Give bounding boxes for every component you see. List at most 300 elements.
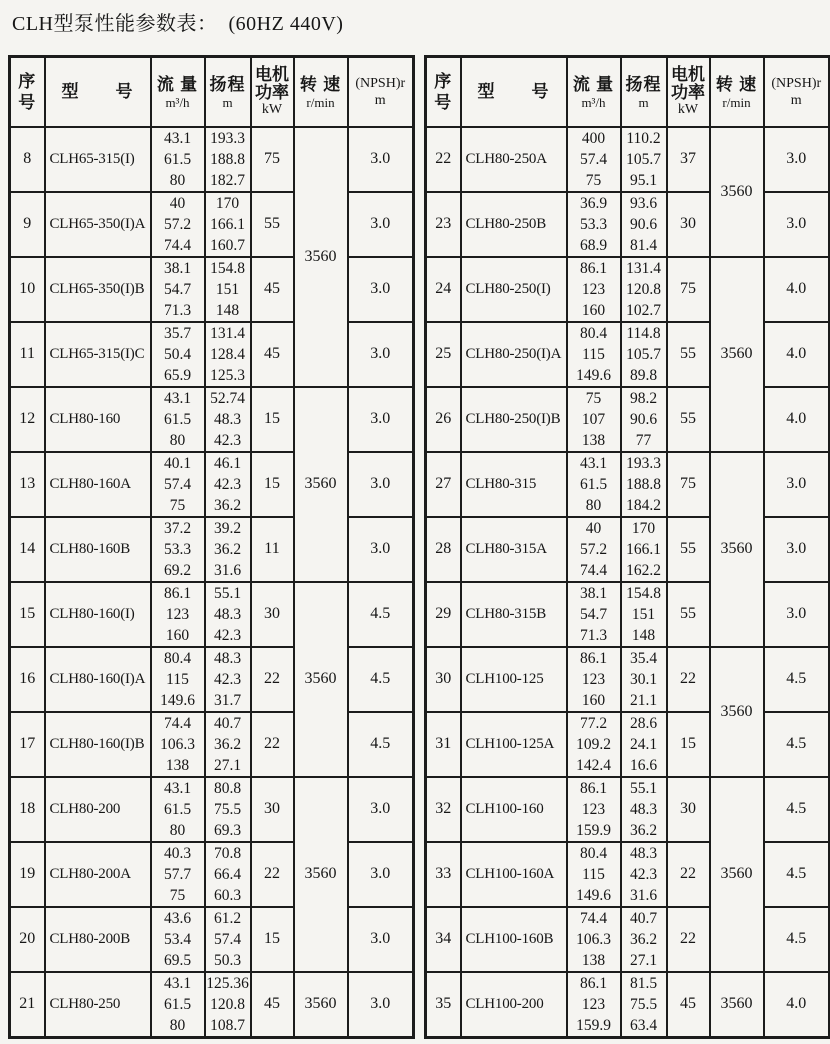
header-unit: m³/h — [165, 94, 190, 110]
head-cell — [621, 582, 667, 647]
flow-value: 80.4 — [579, 324, 608, 342]
header-unit: m — [790, 93, 802, 109]
head-value: 48.3 — [213, 649, 242, 667]
flow-value: 57.2 — [163, 215, 192, 233]
flow-cell — [567, 192, 621, 257]
head-value: 39.2 — [213, 519, 242, 537]
head-value: 166.1 — [210, 215, 245, 233]
serial-number-cell: 26 — [426, 387, 461, 452]
table-row — [426, 257, 830, 322]
head-cell — [621, 192, 667, 257]
flow-value: 74.4 — [579, 909, 608, 927]
serial-number-cell: 14 — [10, 517, 45, 582]
header-unit: m — [222, 94, 233, 110]
flow-value: 138 — [581, 431, 606, 449]
flow-cell — [151, 322, 205, 387]
npsh-cell: 4.5 — [348, 712, 414, 777]
flow-value: 160 — [165, 626, 190, 644]
head-value: 42.3 — [629, 865, 658, 883]
flow-value: 80 — [169, 821, 186, 839]
serial-number-cell: 16 — [10, 647, 45, 712]
flow-cell — [567, 127, 621, 192]
head-value: 89.8 — [629, 366, 658, 384]
head-value: 131.4 — [210, 324, 245, 342]
flow-value: 35.7 — [163, 324, 192, 342]
head-cell — [205, 452, 251, 517]
head-value: 105.7 — [626, 150, 661, 168]
head-value: 57.4 — [213, 930, 242, 948]
flow-cell — [151, 907, 205, 972]
serial-number-cell: 20 — [10, 907, 45, 972]
flow-value: 86.1 — [579, 779, 608, 797]
header-unit: r/min — [306, 94, 335, 110]
motor-power-cell: 22 — [667, 907, 710, 972]
head-cell — [621, 322, 667, 387]
head-value: 48.3 — [213, 605, 242, 623]
motor-power-cell: 55 — [667, 322, 710, 387]
head-value: 42.3 — [213, 670, 242, 688]
flow-value: 80 — [169, 1016, 186, 1034]
serial-number-cell: 23 — [426, 192, 461, 257]
header-label: 序 — [434, 71, 453, 91]
head-cell — [621, 972, 667, 1038]
serial-number-cell: 27 — [426, 452, 461, 517]
flow-value: 71.3 — [163, 301, 192, 319]
head-cell — [621, 387, 667, 452]
flow-value: 159.9 — [576, 821, 611, 839]
header-label: 电机 — [671, 65, 705, 85]
model-cell: CLH65-350(I)A — [45, 192, 151, 257]
header-label: 功率 — [255, 83, 289, 103]
npsh-cell: 3.0 — [348, 972, 414, 1038]
serial-number-cell: 11 — [10, 322, 45, 387]
head-value: 48.3 — [629, 800, 658, 818]
head-value: 148 — [215, 301, 240, 319]
flow-value: 80.4 — [163, 649, 192, 667]
npsh-cell: 3.0 — [764, 127, 830, 192]
model-cell: CLH100-125 — [461, 647, 567, 712]
npsh-cell: 4.0 — [764, 387, 830, 452]
head-value: 193.3 — [210, 129, 245, 147]
head-value: 31.7 — [213, 691, 242, 709]
npsh-cell: 3.0 — [348, 127, 414, 192]
head-value: 40.7 — [213, 714, 242, 732]
head-cell — [621, 842, 667, 907]
header-label: 型 号 — [61, 82, 134, 102]
serial-number-cell: 13 — [10, 452, 45, 517]
flow-value: 142.4 — [576, 756, 611, 774]
table-row — [426, 387, 830, 452]
head-value: 193.3 — [626, 454, 661, 472]
flow-value: 38.1 — [579, 584, 608, 602]
header-no — [426, 57, 461, 127]
npsh-cell: 3.0 — [348, 452, 414, 517]
npsh-cell: 4.5 — [764, 647, 830, 712]
speed-cell: 3560 — [294, 972, 348, 1038]
head-value: 182.7 — [210, 171, 245, 189]
table-row — [10, 257, 414, 322]
head-value: 75.5 — [629, 995, 658, 1013]
head-cell — [205, 842, 251, 907]
header-unit: kW — [677, 102, 699, 118]
table-row — [10, 712, 414, 777]
flow-value: 107 — [581, 410, 606, 428]
flow-cell — [567, 257, 621, 322]
flow-value: 43.1 — [163, 389, 192, 407]
head-value: 131.4 — [626, 259, 661, 277]
motor-power-cell: 30 — [667, 192, 710, 257]
speed-cell: 3560 — [710, 127, 764, 257]
model-cell: CLH80-250(I)B — [461, 387, 567, 452]
flow-value: 149.6 — [576, 886, 611, 904]
npsh-cell: 3.0 — [348, 907, 414, 972]
table-row — [10, 517, 414, 582]
head-value: 162.2 — [626, 561, 661, 579]
header-row — [10, 57, 414, 127]
flow-cell — [567, 452, 621, 517]
head-value: 63.4 — [629, 1016, 658, 1034]
flow-value: 160 — [581, 691, 606, 709]
flow-value: 40 — [169, 194, 186, 212]
table-row — [10, 777, 414, 842]
head-value: 114.8 — [626, 324, 661, 342]
flow-value: 80.4 — [579, 844, 608, 862]
table-row — [10, 452, 414, 517]
flow-value: 80 — [169, 431, 186, 449]
head-value: 27.1 — [213, 756, 242, 774]
flow-value: 80 — [585, 496, 602, 514]
flow-value: 61.5 — [163, 150, 192, 168]
head-cell — [205, 712, 251, 777]
model-cell: CLH65-350(I)B — [45, 257, 151, 322]
table-row — [10, 322, 414, 387]
flow-cell — [567, 322, 621, 387]
header-no — [10, 57, 45, 127]
header-row — [426, 57, 830, 127]
flow-value: 69.2 — [163, 561, 192, 579]
head-value: 16.6 — [629, 756, 658, 774]
npsh-cell: 4.0 — [764, 257, 830, 322]
flow-value: 40 — [585, 519, 602, 537]
table-row — [426, 647, 830, 712]
head-value: 42.3 — [213, 431, 242, 449]
head-value: 151 — [631, 605, 656, 623]
table-row — [10, 907, 414, 972]
page-title: CLH型泵性能参数表： (60HZ 440V) — [12, 13, 344, 35]
head-value: 125.36 — [206, 974, 249, 992]
header-unit: m — [374, 93, 386, 109]
header-unit: kW — [261, 102, 283, 118]
flow-value: 75 — [169, 496, 186, 514]
motor-power-cell: 55 — [667, 387, 710, 452]
head-value: 80.8 — [213, 779, 242, 797]
head-value: 66.4 — [213, 865, 242, 883]
header-npsh — [764, 57, 830, 127]
flow-value: 109.2 — [576, 735, 611, 753]
flow-value: 75 — [585, 171, 602, 189]
header-head — [621, 57, 667, 127]
serial-number-cell: 21 — [10, 972, 45, 1038]
npsh-cell: 4.5 — [764, 712, 830, 777]
head-value: 95.1 — [629, 171, 658, 189]
head-value: 35.4 — [629, 649, 658, 667]
serial-number-cell: 25 — [426, 322, 461, 387]
motor-power-cell: 75 — [251, 127, 294, 192]
motor-power-cell: 22 — [251, 712, 294, 777]
motor-power-cell: 45 — [251, 257, 294, 322]
flow-cell — [567, 907, 621, 972]
flow-value: 74.4 — [163, 714, 192, 732]
header-label: 号 — [18, 92, 37, 112]
head-value: 151 — [215, 280, 240, 298]
head-value: 108.7 — [210, 1016, 245, 1034]
model-cell: CLH80-315B — [461, 582, 567, 647]
model-cell: CLH100-160 — [461, 777, 567, 842]
table-row — [426, 452, 830, 517]
head-value: 60.3 — [213, 886, 242, 904]
head-cell — [621, 777, 667, 842]
head-value: 128.4 — [210, 345, 245, 363]
serial-number-cell: 9 — [10, 192, 45, 257]
table-row — [426, 972, 830, 1038]
flow-value: 36.9 — [579, 194, 608, 212]
head-value: 120.8 — [210, 995, 245, 1013]
model-cell: CLH80-200A — [45, 842, 151, 907]
flow-value: 40.3 — [163, 844, 192, 862]
head-value: 98.2 — [629, 389, 658, 407]
motor-power-cell: 11 — [251, 517, 294, 582]
table-row — [426, 712, 830, 777]
serial-number-cell: 22 — [426, 127, 461, 192]
header-unit: r/min — [722, 94, 751, 110]
serial-number-cell: 35 — [426, 972, 461, 1038]
header-model — [461, 57, 567, 127]
table-row — [10, 387, 414, 452]
head-value: 31.6 — [213, 561, 242, 579]
serial-number-cell: 15 — [10, 582, 45, 647]
flow-value: 57.4 — [579, 150, 608, 168]
header-flow — [567, 57, 621, 127]
head-value: 170 — [215, 194, 240, 212]
npsh-cell: 4.5 — [348, 647, 414, 712]
head-value: 90.6 — [629, 410, 658, 428]
head-value: 36.2 — [629, 821, 658, 839]
flow-value: 115 — [582, 865, 605, 883]
table-row — [426, 777, 830, 842]
motor-power-cell: 55 — [251, 192, 294, 257]
tables-container — [0, 55, 830, 1039]
speed-cell: 3560 — [710, 777, 764, 972]
header-label: 型 号 — [477, 82, 550, 102]
head-value: 27.1 — [629, 951, 658, 969]
flow-cell — [567, 777, 621, 842]
table-row — [426, 907, 830, 972]
flow-value: 57.7 — [163, 865, 192, 883]
header-label: 转 速 — [715, 74, 758, 94]
flow-value: 75 — [585, 389, 602, 407]
flow-value: 61.5 — [163, 995, 192, 1013]
table-row — [426, 517, 830, 582]
motor-power-cell: 15 — [251, 907, 294, 972]
head-value: 46.1 — [213, 454, 242, 472]
flow-value: 61.5 — [163, 800, 192, 818]
flow-value: 115 — [166, 670, 189, 688]
motor-power-cell: 30 — [251, 582, 294, 647]
head-value: 61.2 — [213, 909, 242, 927]
head-value: 81.4 — [629, 236, 658, 254]
serial-number-cell: 29 — [426, 582, 461, 647]
header-label: 号 — [434, 92, 453, 112]
motor-power-cell: 75 — [667, 257, 710, 322]
motor-power-cell: 30 — [251, 777, 294, 842]
npsh-cell: 3.0 — [348, 387, 414, 452]
head-value: 170 — [631, 519, 656, 537]
header-head — [205, 57, 251, 127]
flow-value: 123 — [581, 670, 606, 688]
model-cell: CLH80-250B — [461, 192, 567, 257]
head-value: 50.3 — [213, 951, 242, 969]
npsh-cell: 3.0 — [764, 192, 830, 257]
flow-value: 86.1 — [579, 649, 608, 667]
model-cell: CLH80-160 — [45, 387, 151, 452]
flow-value: 57.4 — [163, 475, 192, 493]
flow-cell — [151, 647, 205, 712]
table-row — [10, 647, 414, 712]
flow-cell — [567, 647, 621, 712]
flow-value: 123 — [581, 280, 606, 298]
head-cell — [205, 322, 251, 387]
npsh-cell: 4.5 — [764, 842, 830, 907]
flow-value: 43.6 — [163, 909, 192, 927]
head-value: 148 — [631, 626, 656, 644]
header-label: 转 速 — [299, 74, 342, 94]
head-value: 77 — [635, 431, 652, 449]
speed-cell: 3560 — [294, 387, 348, 582]
flow-value: 71.3 — [579, 626, 608, 644]
head-value: 125.3 — [210, 366, 245, 384]
flow-value: 53.3 — [163, 540, 192, 558]
flow-cell — [151, 387, 205, 452]
header-power — [251, 57, 294, 127]
flow-value: 69.5 — [163, 951, 192, 969]
table-row — [10, 842, 414, 907]
speed-cell: 3560 — [710, 257, 764, 452]
table-row — [10, 192, 414, 257]
header-label: 序 — [18, 71, 37, 91]
head-value: 21.1 — [629, 691, 658, 709]
head-value: 93.6 — [629, 194, 658, 212]
header-label: (NPSH)r — [771, 76, 822, 92]
flow-value: 61.5 — [579, 475, 608, 493]
flow-value: 106.3 — [160, 735, 195, 753]
serial-number-cell: 24 — [426, 257, 461, 322]
head-value: 166.1 — [626, 540, 661, 558]
table-row — [10, 972, 414, 1038]
flow-value: 43.1 — [163, 779, 192, 797]
head-value: 31.6 — [629, 886, 658, 904]
head-value: 55.1 — [629, 779, 658, 797]
npsh-cell: 3.0 — [348, 257, 414, 322]
npsh-cell: 3.0 — [348, 192, 414, 257]
head-value: 184.2 — [626, 496, 661, 514]
npsh-cell: 3.0 — [764, 517, 830, 582]
flow-value: 37.2 — [163, 519, 192, 537]
flow-value: 40.1 — [163, 454, 192, 472]
speed-cell: 3560 — [294, 582, 348, 777]
motor-power-cell: 22 — [251, 647, 294, 712]
speed-cell: 3560 — [710, 647, 764, 777]
motor-power-cell: 22 — [251, 842, 294, 907]
flow-value: 61.5 — [163, 410, 192, 428]
head-value: 105.7 — [626, 345, 661, 363]
header-label: 功率 — [671, 83, 705, 103]
flow-cell — [151, 582, 205, 647]
head-value: 42.3 — [213, 475, 242, 493]
npsh-cell: 3.0 — [348, 842, 414, 907]
flow-value: 38.1 — [163, 259, 192, 277]
model-cell: CLH80-250(I) — [461, 257, 567, 322]
head-value: 40.7 — [629, 909, 658, 927]
head-cell — [205, 972, 251, 1038]
motor-power-cell: 45 — [667, 972, 710, 1038]
serial-number-cell: 32 — [426, 777, 461, 842]
head-value: 24.1 — [629, 735, 658, 753]
head-cell — [205, 647, 251, 712]
serial-number-cell: 18 — [10, 777, 45, 842]
speed-cell: 3560 — [710, 972, 764, 1038]
pump-table-right — [424, 55, 830, 1039]
serial-number-cell: 31 — [426, 712, 461, 777]
table-row — [426, 127, 830, 192]
flow-cell — [151, 257, 205, 322]
flow-value: 149.6 — [160, 691, 195, 709]
motor-power-cell: 22 — [667, 647, 710, 712]
model-cell: CLH80-315 — [461, 452, 567, 517]
motor-power-cell: 37 — [667, 127, 710, 192]
speed-cell: 3560 — [294, 127, 348, 387]
table-row — [426, 842, 830, 907]
head-cell — [621, 647, 667, 712]
model-cell: CLH100-125A — [461, 712, 567, 777]
head-cell — [205, 257, 251, 322]
flow-value: 75 — [169, 886, 186, 904]
flow-value: 43.1 — [579, 454, 608, 472]
flow-value: 74.4 — [163, 236, 192, 254]
model-cell: CLH65-315(I)C — [45, 322, 151, 387]
npsh-cell: 4.5 — [764, 907, 830, 972]
flow-value: 106.3 — [576, 930, 611, 948]
serial-number-cell: 19 — [10, 842, 45, 907]
head-cell — [205, 907, 251, 972]
flow-value: 50.4 — [163, 345, 192, 363]
model-cell: CLH80-250(I)A — [461, 322, 567, 387]
model-cell: CLH80-250A — [461, 127, 567, 192]
flow-value: 57.2 — [579, 540, 608, 558]
head-cell — [205, 192, 251, 257]
header-label: (NPSH)r — [355, 76, 406, 92]
model-cell: CLH65-315(I) — [45, 127, 151, 192]
head-value: 188.8 — [626, 475, 661, 493]
header-flow — [151, 57, 205, 127]
motor-power-cell: 45 — [251, 972, 294, 1038]
flow-value: 123 — [581, 995, 606, 1013]
head-value: 36.2 — [629, 930, 658, 948]
head-value: 75.5 — [213, 800, 242, 818]
head-value: 102.7 — [626, 301, 661, 319]
flow-cell — [151, 972, 205, 1038]
header-npsh — [348, 57, 414, 127]
serial-number-cell: 28 — [426, 517, 461, 582]
